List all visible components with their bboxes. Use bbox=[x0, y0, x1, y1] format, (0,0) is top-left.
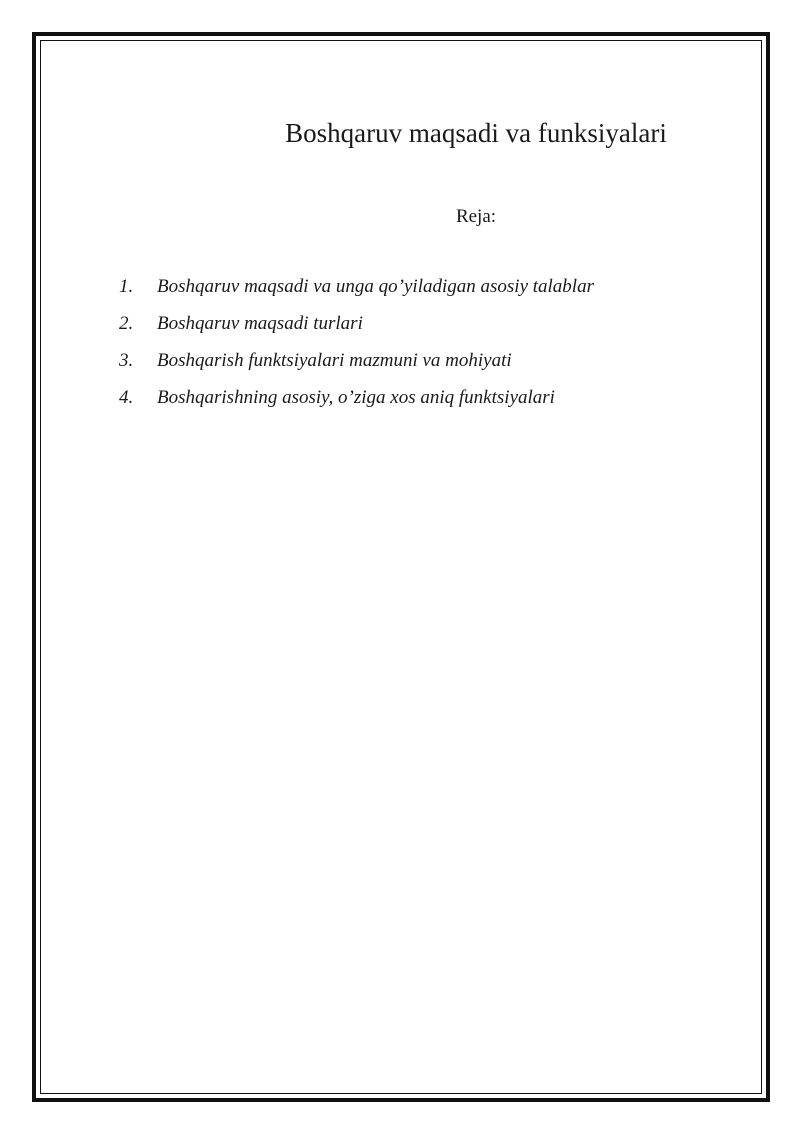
plan-item-text: Boshqarish funktsiyalari mazmuni va mohiyati bbox=[157, 350, 512, 371]
plan-list bbox=[119, 276, 594, 424]
plan-item-text: Boshqaruv maqsadi va unga qo’yiladigan asosiy talablar bbox=[157, 276, 594, 297]
plan-item-number: 1. bbox=[119, 276, 134, 297]
plan-item-text: Boshqaruv maqsadi turlari bbox=[157, 313, 363, 334]
page-inner-border bbox=[40, 40, 762, 1094]
plan-item bbox=[119, 313, 594, 350]
plan-item bbox=[119, 387, 594, 424]
plan-item-number: 3. bbox=[119, 350, 134, 371]
plan-item-number: 4. bbox=[119, 387, 134, 408]
plan-item-number: 2. bbox=[119, 313, 134, 334]
plan-heading: Reja: bbox=[455, 206, 497, 227]
plan-item bbox=[119, 276, 594, 313]
page-title: Boshqaruv maqsadi va funksiyalari bbox=[285, 118, 667, 148]
plan-item bbox=[119, 350, 594, 387]
page-border bbox=[32, 32, 770, 1102]
plan-item-text: Boshqarishning asosiy, o’ziga xos aniq funktsiyalari bbox=[157, 387, 555, 408]
